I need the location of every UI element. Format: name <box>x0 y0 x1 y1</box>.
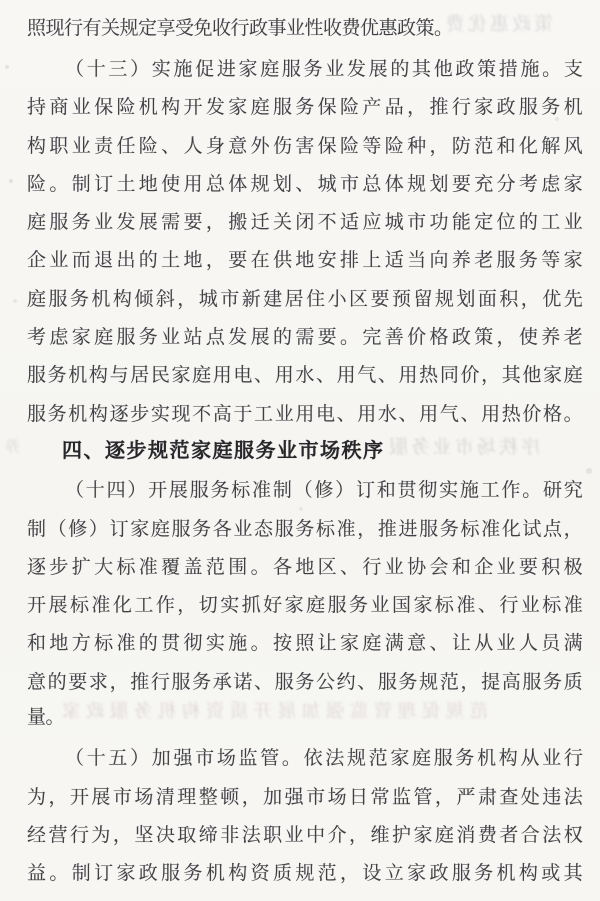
text-line: 持 商 业 保 险 机 构 开 发 家 庭 服 务 保 险 产 品 ， 推 行 家 政 服 务 机 <box>27 97 583 119</box>
scan-noise-speckles <box>0 0 2 2</box>
bleedthrough-ghost: 序秩场市业务服 <box>386 437 541 458</box>
text-line: 为 ， 开 展 市 场 清 理 整 顿 ， 加 强 市 场 日 常 监 管 ， 严 肃 查 处 违 法 <box>27 786 583 808</box>
text-line: 量。 <box>27 707 65 729</box>
text-line: 考 虑 家 庭 服 务 业 站 点 发 展 的 需 要 。 完 善 价 格 政 策 ， 使 养 老 <box>27 327 583 349</box>
text-line: 开 展 标 准 化 工 作 ， 切 实 抓 好 家 庭 服 务 业 国 家 标 准 、 行 业 标 准 <box>27 595 583 617</box>
text-line: 益 。 制 订 家 政 服 务 机 构 资 质 规 范 ， 设 立 家 政 服 务 机 构 或 其 <box>27 863 583 885</box>
text-line: 服 务 机 构 与 居 民 家 庭 用 电 、 用 水 、 用 气 、 用 热 同 价 ， 其 他 家 庭 <box>27 365 583 387</box>
text-line: 制 （ 修 ） 订 家 庭 服 务 各 业 态 服 务 标 准 ， 推 进 服 务 标 准 化 试 点 ， <box>27 518 583 540</box>
text-line: （ 十 四 ） 开 展 服 务 标 准 制 （ 修 ） 订 和 贯 彻 实 施 工 作 。 研 究 <box>65 480 583 502</box>
document-text-block <box>27 10 583 891</box>
text-line: 意 的 要 求 ， 推 行 服 务 承 诺 、 服 务 公 约 、 服 务 规 范 ， 提 高 服 务 质 <box>27 671 583 693</box>
text-line: 险 。 制 订 土 地 使 用 总 体 规 划 、 城 市 总 体 规 划 要 充 分 考 虑 家 <box>27 173 583 195</box>
bleedthrough-ghost: 范规促理管监强加展开质资构机务服政家 <box>56 701 488 721</box>
text-line: 构 职 业 责 任 险 、 人 身 意 外 伤 害 保 险 等 险 种 ， 防 范 和 化 解 风 <box>27 135 583 157</box>
text-line: 和 地 方 标 准 的 贯 彻 实 施 。 按 照 让 家 庭 满 意 、 让 从 业 人 员 满 <box>27 633 583 655</box>
text-line: 服 务 机 构 逐 步 实 现 不 高 于 工 业 用 电 、 用 水 、 用 气 、 用 热 价 格 。 <box>27 403 583 425</box>
text-line: （ 十 三 ） 实 施 促 进 家 庭 服 务 业 发 展 的 其 他 政 策 措 施 。 支 <box>65 58 583 80</box>
text-line: （ 十 五 ） 加 强 市 场 监 管 。 依 法 规 范 家 庭 服 务 机 构 从 业 行 <box>65 748 583 770</box>
section-heading: 四、逐步规范家庭服务业市场秩序 <box>62 438 385 463</box>
bleedthrough-ghost: 策政惠优费 <box>443 14 554 35</box>
text-line: 经 营 行 为 ， 坚 决 取 缔 非 法 职 业 中 介 ， 维 护 家 庭 消 费 者 合 法 权 <box>27 824 583 846</box>
text-line: 照现行有关规定享受免收行政事业性收费优惠政策。 <box>27 18 453 39</box>
text-line: 庭 服 务 机 构 倾 斜 ， 城 市 新 建 居 住 小 区 要 预 留 规 划 面 积 ， 优 先 <box>27 288 583 310</box>
text-line: 企 业 而 退 出 的 土 地 ， 要 在 供 地 安 排 上 适 当 向 养 老 服 务 等 家 <box>27 250 583 272</box>
text-line: 庭 服 务 业 发 展 需 要 ， 搬 迁 关 闭 不 适 应 城 市 功 能 定 位 的 工 业 <box>27 212 583 234</box>
bleedthrough-ghost: 养 <box>2 439 22 456</box>
text-line: 逐 步 扩 大 标 准 覆 盖 范 围 。 各 地 区 、 行 业 协 会 和 企 业 要 积 极 <box>27 556 583 578</box>
